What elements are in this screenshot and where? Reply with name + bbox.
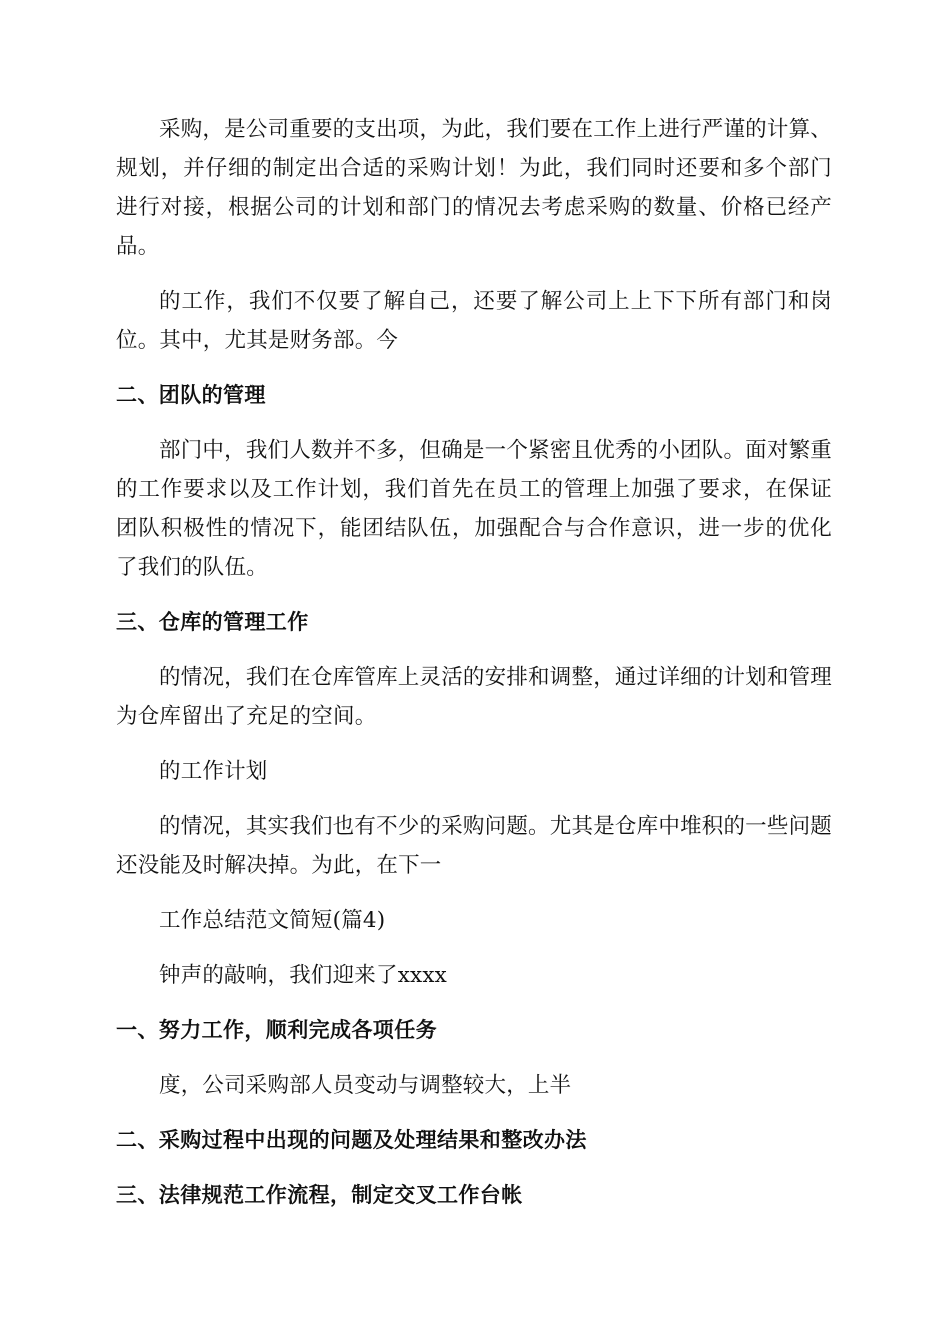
paragraph-procurement-intro: 采购，是公司重要的支出项，为此，我们要在工作上进行严谨的计算、规划，并仔细的制定出合适的采购计划！为此，我们同时还要和多个部门进行对接，根据公司的计划和部门的情况去考虑采购的数量、价格已经产品。 (116, 117, 832, 259)
paragraph-article-title: 工作总结范文简短(篇4) (159, 908, 386, 933)
heading-warehouse-management: 三、仓库的管理工作 (116, 610, 309, 634)
heading-complete-tasks: 一、努力工作，顺利完成各项任务 (116, 1018, 437, 1042)
paragraph-team-management: 部门中，我们人数并不多，但确是一个紧密且优秀的小团队。面对繁重的工作要求以及工作计划，我们首先在员工的管理上加强了要求，在保证团队积极性的情况下，能团结队伍，加强配合与合作意识，进一步的优化了我们的队伍。 (116, 438, 832, 580)
paragraph-procurement-problems: 的情况，其实我们也有不少的采购问题。尤其是仓库中堆积的一些问题还没能及时解决掉。为此，在下一 (116, 814, 832, 878)
heading-procurement-issues: 二、采购过程中出现的问题及处理结果和整改办法 (116, 1128, 587, 1152)
paragraph-work-plan: 的工作计划 (159, 759, 268, 784)
document-page (116, 110, 832, 1231)
paragraph-staff-changes: 度，公司采购部人员变动与调整较大，上半 (159, 1073, 572, 1098)
paragraph-bell-rings: 钟声的敲响，我们迎来了xxxx (159, 963, 448, 988)
paragraph-understand-departments: 的工作，我们不仅要了解自己，还要了解公司上上下下所有部门和岗位。其中，尤其是财务部。今 (116, 289, 832, 353)
paragraph-warehouse-management: 的情况，我们在仓库管库上灵活的安排和调整，通过详细的计划和管理为仓库留出了充足的空间。 (116, 665, 832, 729)
heading-team-management: 二、团队的管理 (116, 383, 266, 407)
heading-work-ledger: 三、法律规范工作流程，制定交叉工作台帐 (116, 1183, 523, 1207)
